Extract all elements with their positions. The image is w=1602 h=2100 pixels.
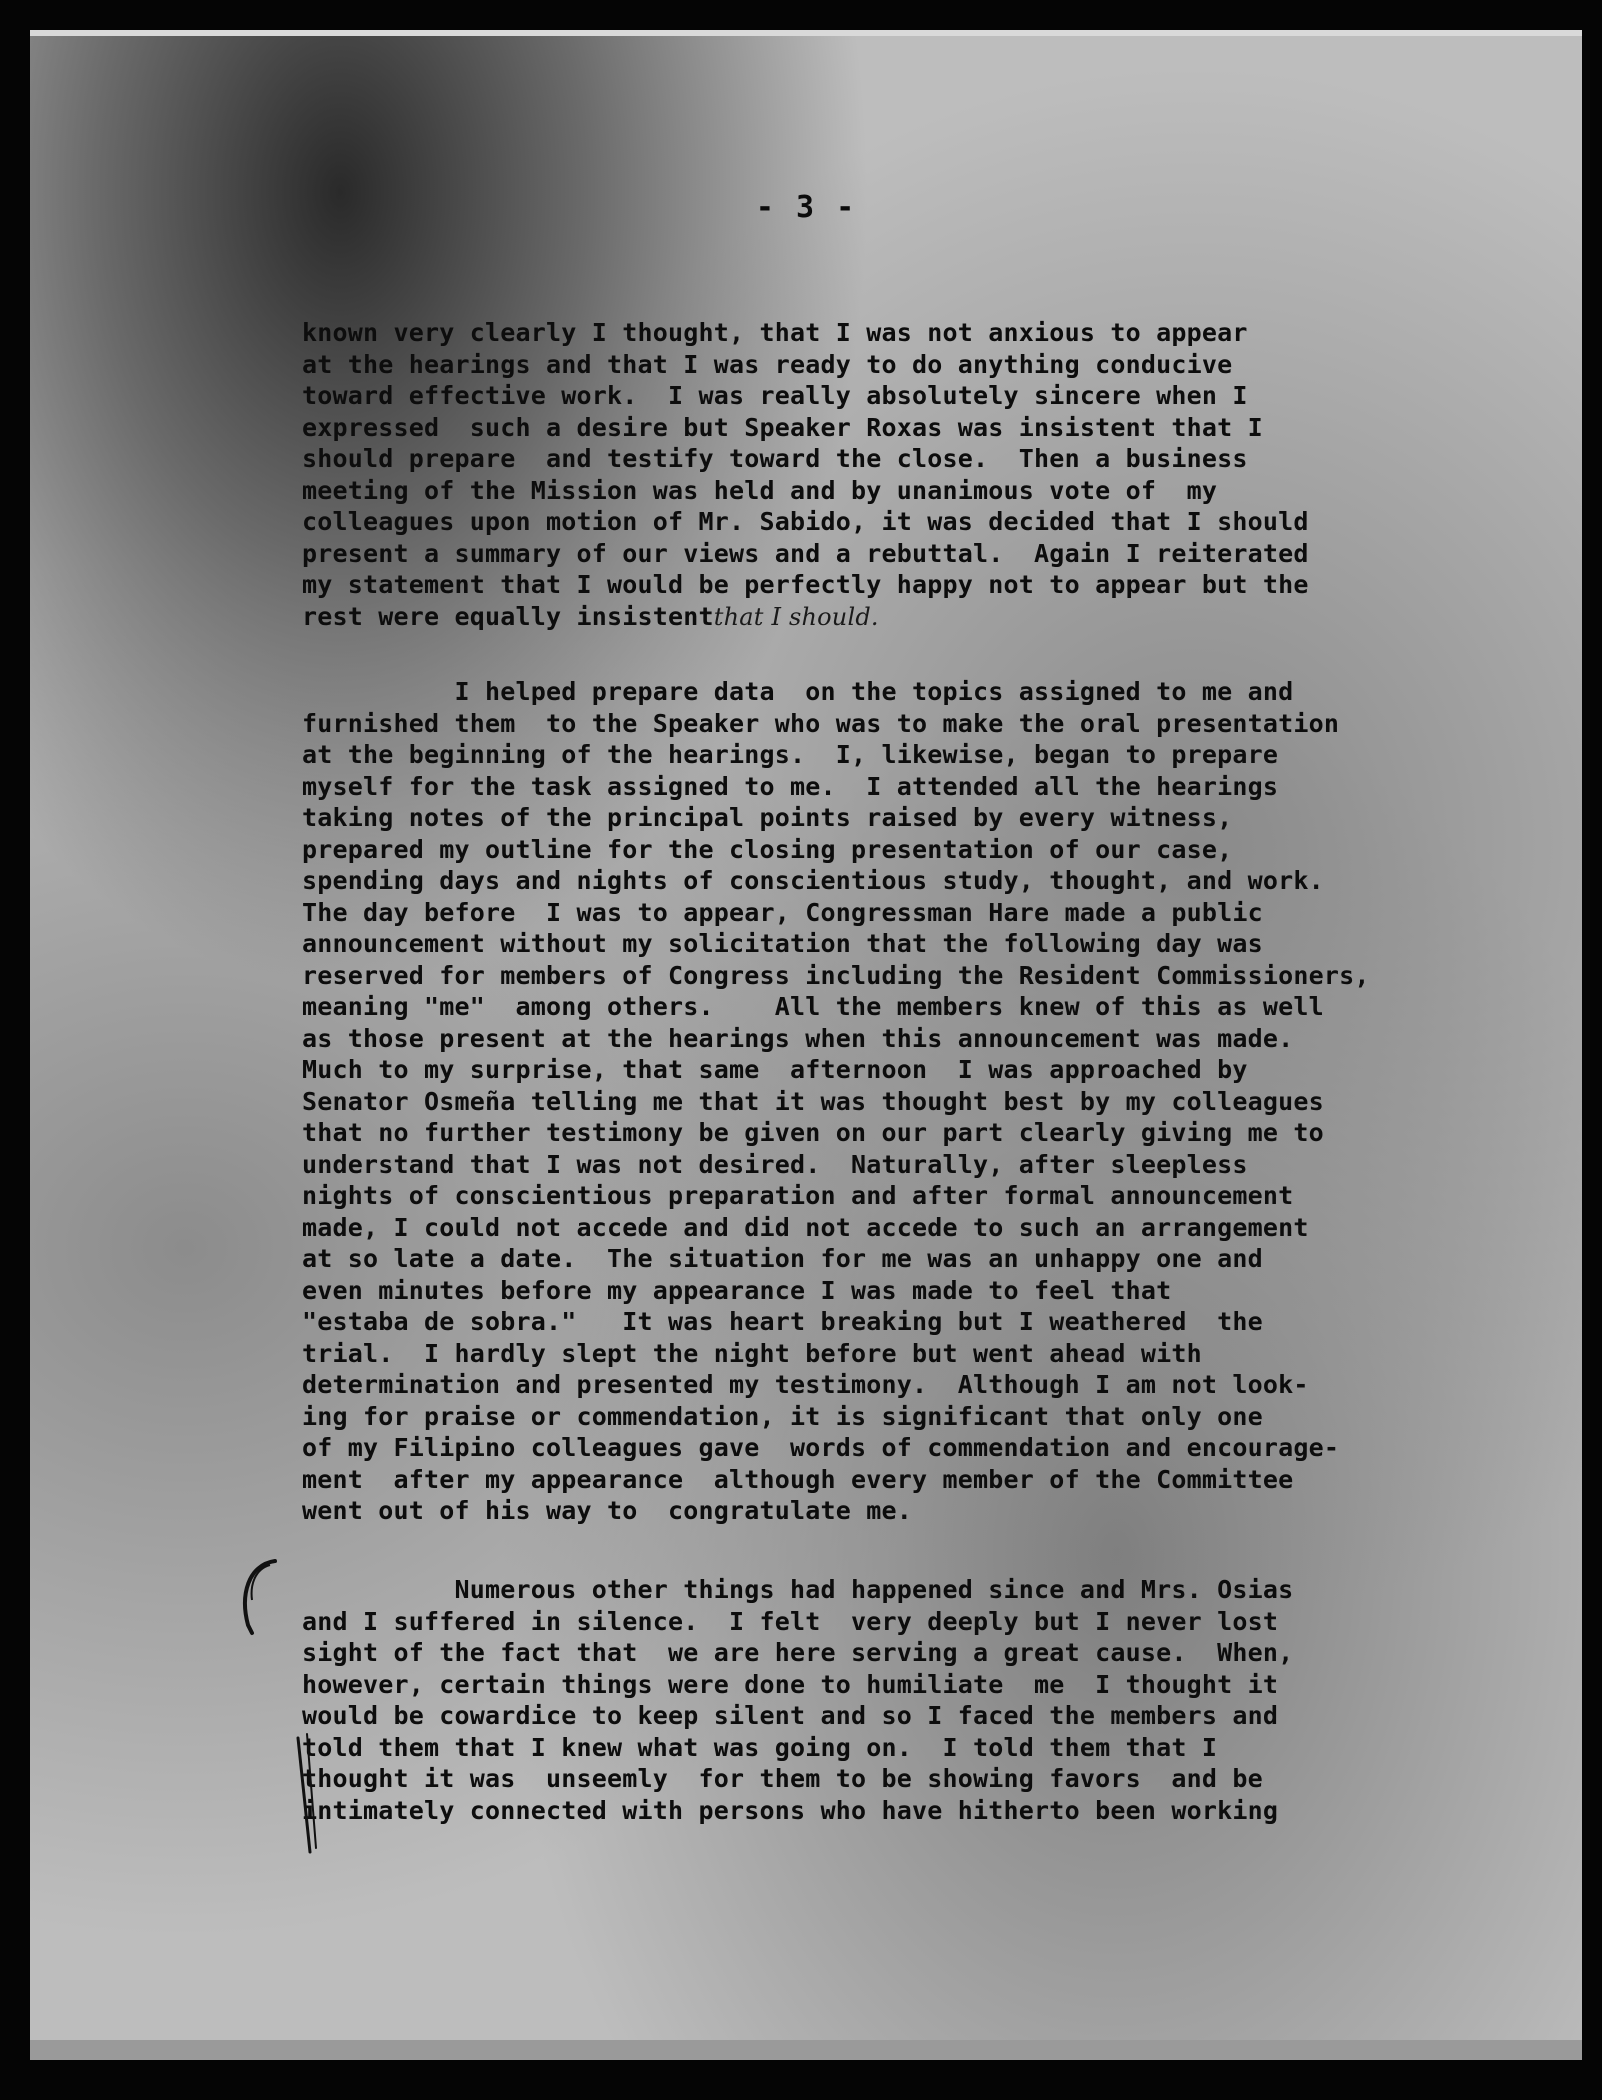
text-line: expressed such a desire but Speaker Roxas was insistent that I [302,412,1263,442]
handwritten-insert: that I should. [713,602,879,631]
text-line: Numerous other things had happened since and Mrs. Osias [302,1575,1294,1604]
text-line: of my Filipino colleagues gave words of commendation and encourage- [302,1433,1340,1462]
text-line: furnished them to the Speaker who was to make the oral presentation [302,708,1340,738]
text-line: however, certain things were done to humiliate me I thought it [302,1669,1279,1699]
text-line: taking notes of the principal points raised by every witness, [302,803,1233,832]
text-line: Senator Osmeña telling me that it was thought best by my colleagues [302,1086,1324,1116]
text-line: spending days and nights of conscientious study, thought, and work. [302,866,1324,895]
text-line: understand that I was not desired. Naturally, after sleepless [302,1149,1248,1179]
text-line: announcement without my solicitation that the following day was [302,929,1263,958]
text-line: as those present at the hearings when this announcement was made. [302,1023,1294,1053]
text-line: determination and presented my testimony. Although I am not look- [302,1370,1309,1399]
text-line: should prepare and testify toward the close. Then a business [302,444,1248,473]
text-line: myself for the task assigned to me. I attended all the hearings [302,771,1279,801]
text-line: and I suffered in silence. I felt very deeply but I never lost [302,1606,1279,1636]
text-line: my statement that I would be perfectly happy not to appear but the [302,570,1309,599]
text-line: ment after my appearance although every member of the Committee [302,1464,1294,1494]
text-line: Much to my surprise, that same afternoon I was approached by [302,1055,1248,1084]
text-line: intimately connected with persons who have hitherto been working [302,1795,1279,1825]
text-line: at the beginning of the hearings. I, likewise, began to prepare [302,740,1279,769]
text-line [302,601,1482,633]
text-line: sight of the fact that we are here serving a great cause. When, [302,1638,1294,1667]
text-line-start: rest were equally insistent [302,601,714,631]
margin-bracket-mark [230,1555,290,1645]
text-line: that no further testimony be given on our part clearly giving me to [302,1118,1324,1147]
text-line: at so late a date. The situation for me was an unhappy one and [302,1244,1263,1273]
text-line: would be cowardice to keep silent and so I faced the members and [302,1701,1279,1730]
page-top-edge [30,30,1582,36]
text-line: The day before I was to appear, Congressman Hare made a public [302,897,1263,927]
text-line: prepared my outline for the closing presentation of our case, [302,834,1233,864]
text-line: "estaba de sobra." It was heart breaking but I weathered the [302,1307,1263,1336]
text-line: at the hearings and that I was ready to do anything conducive [302,349,1233,379]
text-line: ing for praise or commendation, it is significant that only one [302,1401,1263,1431]
paragraph-2 [302,676,1482,1527]
text-line: meaning "me" among others. All the members knew of this as well [302,992,1324,1021]
text-line: present a summary of our views and a rebuttal. Again I reiterated [302,538,1309,568]
text-line: meeting of the Mission was held and by unanimous vote of my [302,475,1218,505]
text-line: went out of his way to congratulate me. [302,1496,913,1525]
paragraph-3 [302,1574,1482,1826]
text-line: made, I could not accede and did not accede to such an arrangement [302,1212,1309,1242]
page-number: - 3 - [755,190,857,225]
text-line: trial. I hardly slept the night before but went ahead with [302,1338,1202,1368]
text-line: even minutes before my appearance I was made to feel that [302,1275,1172,1305]
text-line: toward effective work. I was really absolutely sincere when I [302,381,1248,410]
page-bottom-edge [30,2040,1582,2060]
text-line: reserved for members of Congress including the Resident Commissioners, [302,960,1370,990]
margin-vertical-mark [280,1730,330,1860]
document-page [30,30,1582,2060]
text-line: thought it was unseemly for them to be showing favors and be [302,1764,1263,1793]
text-line: known very clearly I thought, that I was not anxious to appear [302,318,1248,347]
text-line: told them that I knew what was going on. I told them that I [302,1732,1218,1762]
text-line: nights of conscientious preparation and after formal announcement [302,1181,1294,1210]
text-line: I helped prepare data on the topics assigned to me and [302,677,1294,706]
paragraph-1 [302,317,1482,632]
text-line: colleagues upon motion of Mr. Sabido, it was decided that I should [302,507,1309,536]
